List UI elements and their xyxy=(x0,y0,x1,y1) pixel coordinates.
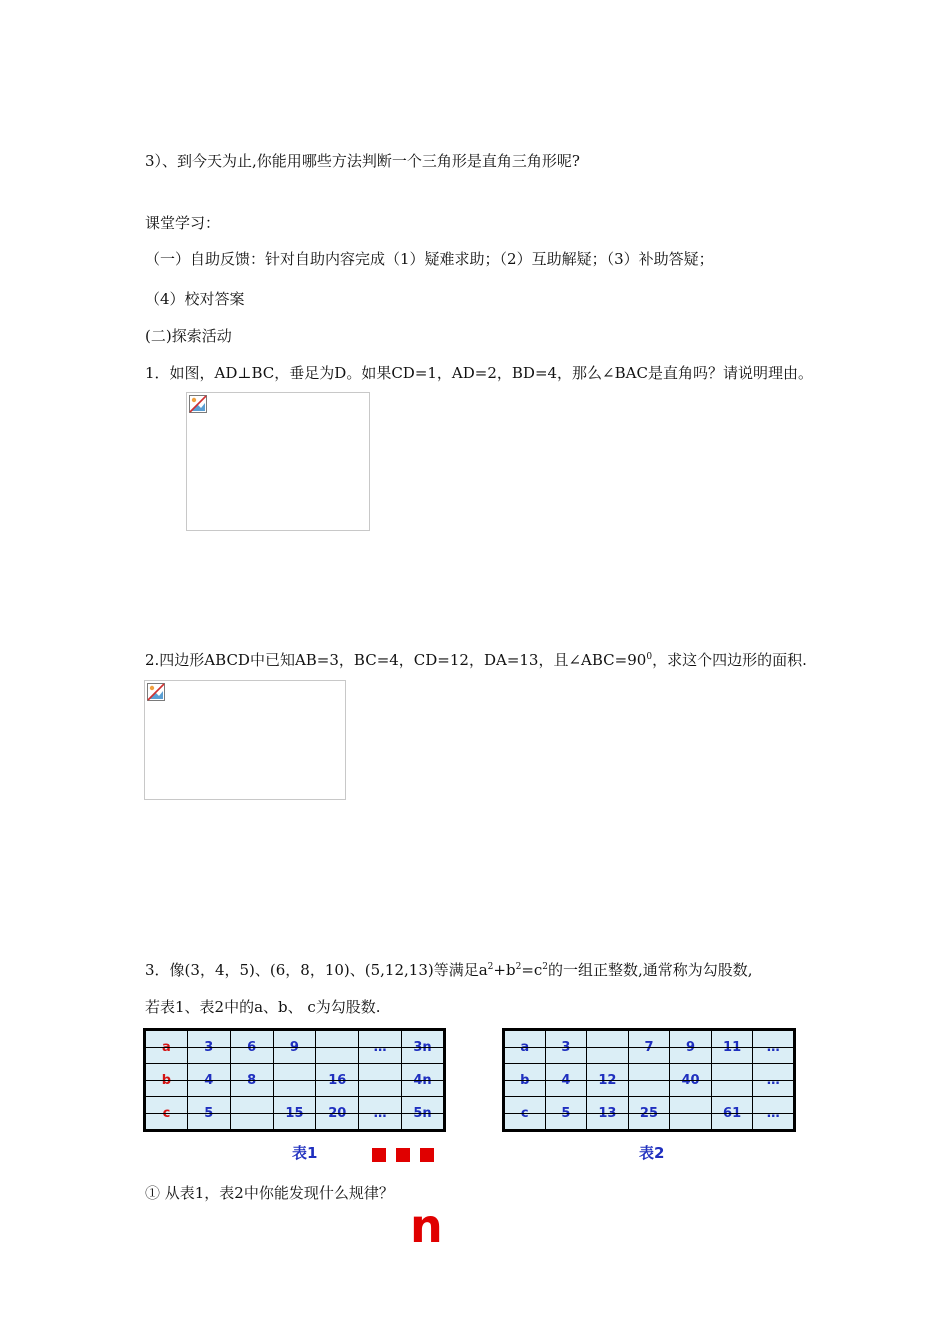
table-cell xyxy=(587,1030,629,1064)
overlay-letter-n: n xyxy=(410,1199,443,1253)
degree-sup: 0 xyxy=(646,652,653,662)
row-label-cell: b xyxy=(145,1064,188,1097)
q3-text-a: 3．像(3，4，5)、(6，8，10)、(5,12,13)等满足a xyxy=(145,961,488,979)
table-cell: … xyxy=(753,1030,795,1064)
big-ellipsis xyxy=(372,1148,434,1162)
table-cell: 5 xyxy=(187,1097,230,1131)
q3-sup-c: 2 xyxy=(542,962,549,972)
table-cell: 25 xyxy=(628,1097,670,1131)
table-cell: … xyxy=(753,1097,795,1131)
table-cell: 4 xyxy=(187,1064,230,1097)
table-cell: 8 xyxy=(230,1064,273,1097)
table-cell: 3 xyxy=(545,1030,587,1064)
row-label-cell: a xyxy=(145,1030,188,1064)
table-cell: … xyxy=(753,1064,795,1097)
table-cell xyxy=(670,1097,712,1131)
table-cell: 3n xyxy=(402,1030,445,1064)
figure-2-placeholder xyxy=(144,680,346,800)
question-2 xyxy=(145,647,807,670)
q3-intro: 3）、到今天为止,你能用哪些方法判断一个三角形是直角三角形呢? xyxy=(145,152,580,170)
table-cell: 61 xyxy=(711,1097,753,1131)
table-cell: 13 xyxy=(587,1097,629,1131)
table-cell: 7 xyxy=(628,1030,670,1064)
question-3-line1 xyxy=(145,957,753,980)
table-cell: 9 xyxy=(273,1030,316,1064)
question-3-sub1: ① 从表1，表2中你能发现什么规律？ xyxy=(145,1184,394,1202)
table-cell: 9 xyxy=(670,1030,712,1064)
q3-text-c: =c xyxy=(521,961,543,979)
figure-1-placeholder xyxy=(186,392,370,531)
table-cell: 5 xyxy=(545,1097,587,1131)
q3-text-b: +b xyxy=(493,961,516,979)
table-cell xyxy=(316,1030,359,1064)
table-cell: 3 xyxy=(187,1030,230,1064)
table-row xyxy=(504,1030,795,1064)
section-class-title: 课堂学习： xyxy=(145,214,221,232)
table-2 xyxy=(502,1028,796,1132)
table-cell xyxy=(711,1064,753,1097)
table-row xyxy=(145,1064,445,1097)
part1-line1: （一）自助反馈：针对自助内容完成（1）疑难求助；（2）互助解疑；（3）补助答疑； xyxy=(145,250,714,268)
table-row xyxy=(145,1097,445,1131)
row-label-cell: c xyxy=(504,1097,546,1131)
table-cell xyxy=(628,1064,670,1097)
q3-sup-b: 2 xyxy=(515,962,522,972)
table-cell: 4 xyxy=(545,1064,587,1097)
table-row xyxy=(504,1064,795,1097)
table-row xyxy=(504,1097,795,1131)
question-1: 1．如图，AD⊥BC，垂足为D。如果CD=1，AD=2，BD=4，那么∠BAC是直角吗？请说明理由。 xyxy=(145,364,813,382)
table-cell: 5n xyxy=(402,1097,445,1131)
part1-line2: （4）校对答案 xyxy=(145,290,245,308)
table-cell: 11 xyxy=(711,1030,753,1064)
table-cell: 15 xyxy=(273,1097,316,1131)
broken-image-icon xyxy=(147,683,165,701)
row-label-cell: b xyxy=(504,1064,546,1097)
question-3-line2: 若表1、表2中的a、b、 c为勾股数. xyxy=(145,998,381,1016)
table-1 xyxy=(143,1028,446,1132)
part2-title: (二)探索活动 xyxy=(145,327,232,345)
q3-text-d: 的一组正整数,通常称为勾股数, xyxy=(548,961,753,979)
question-2-suffix: ，求这个四边形的面积. xyxy=(652,651,807,669)
table-cell: 40 xyxy=(670,1064,712,1097)
table-cell: 6 xyxy=(230,1030,273,1064)
row-label-cell: a xyxy=(504,1030,546,1064)
table-cell: … xyxy=(359,1030,402,1064)
table-cell xyxy=(230,1097,273,1131)
table-2-caption: 表2 xyxy=(639,1144,665,1162)
broken-image-icon xyxy=(189,395,207,413)
table-1-caption: 表1 xyxy=(292,1144,318,1162)
table-cell: 16 xyxy=(316,1064,359,1097)
question-2-text: 2.四边形ABCD中已知AB=3，BC=4，CD=12，DA=13，且∠ABC=90 xyxy=(145,651,647,669)
row-label-cell: c xyxy=(145,1097,188,1131)
q3-sup-a: 2 xyxy=(487,962,494,972)
table-cell: 12 xyxy=(587,1064,629,1097)
table-cell: 20 xyxy=(316,1097,359,1131)
table-cell: … xyxy=(359,1097,402,1131)
table-cell xyxy=(359,1064,402,1097)
table-cell xyxy=(273,1064,316,1097)
table-cell: 4n xyxy=(402,1064,445,1097)
table-row xyxy=(145,1030,445,1064)
